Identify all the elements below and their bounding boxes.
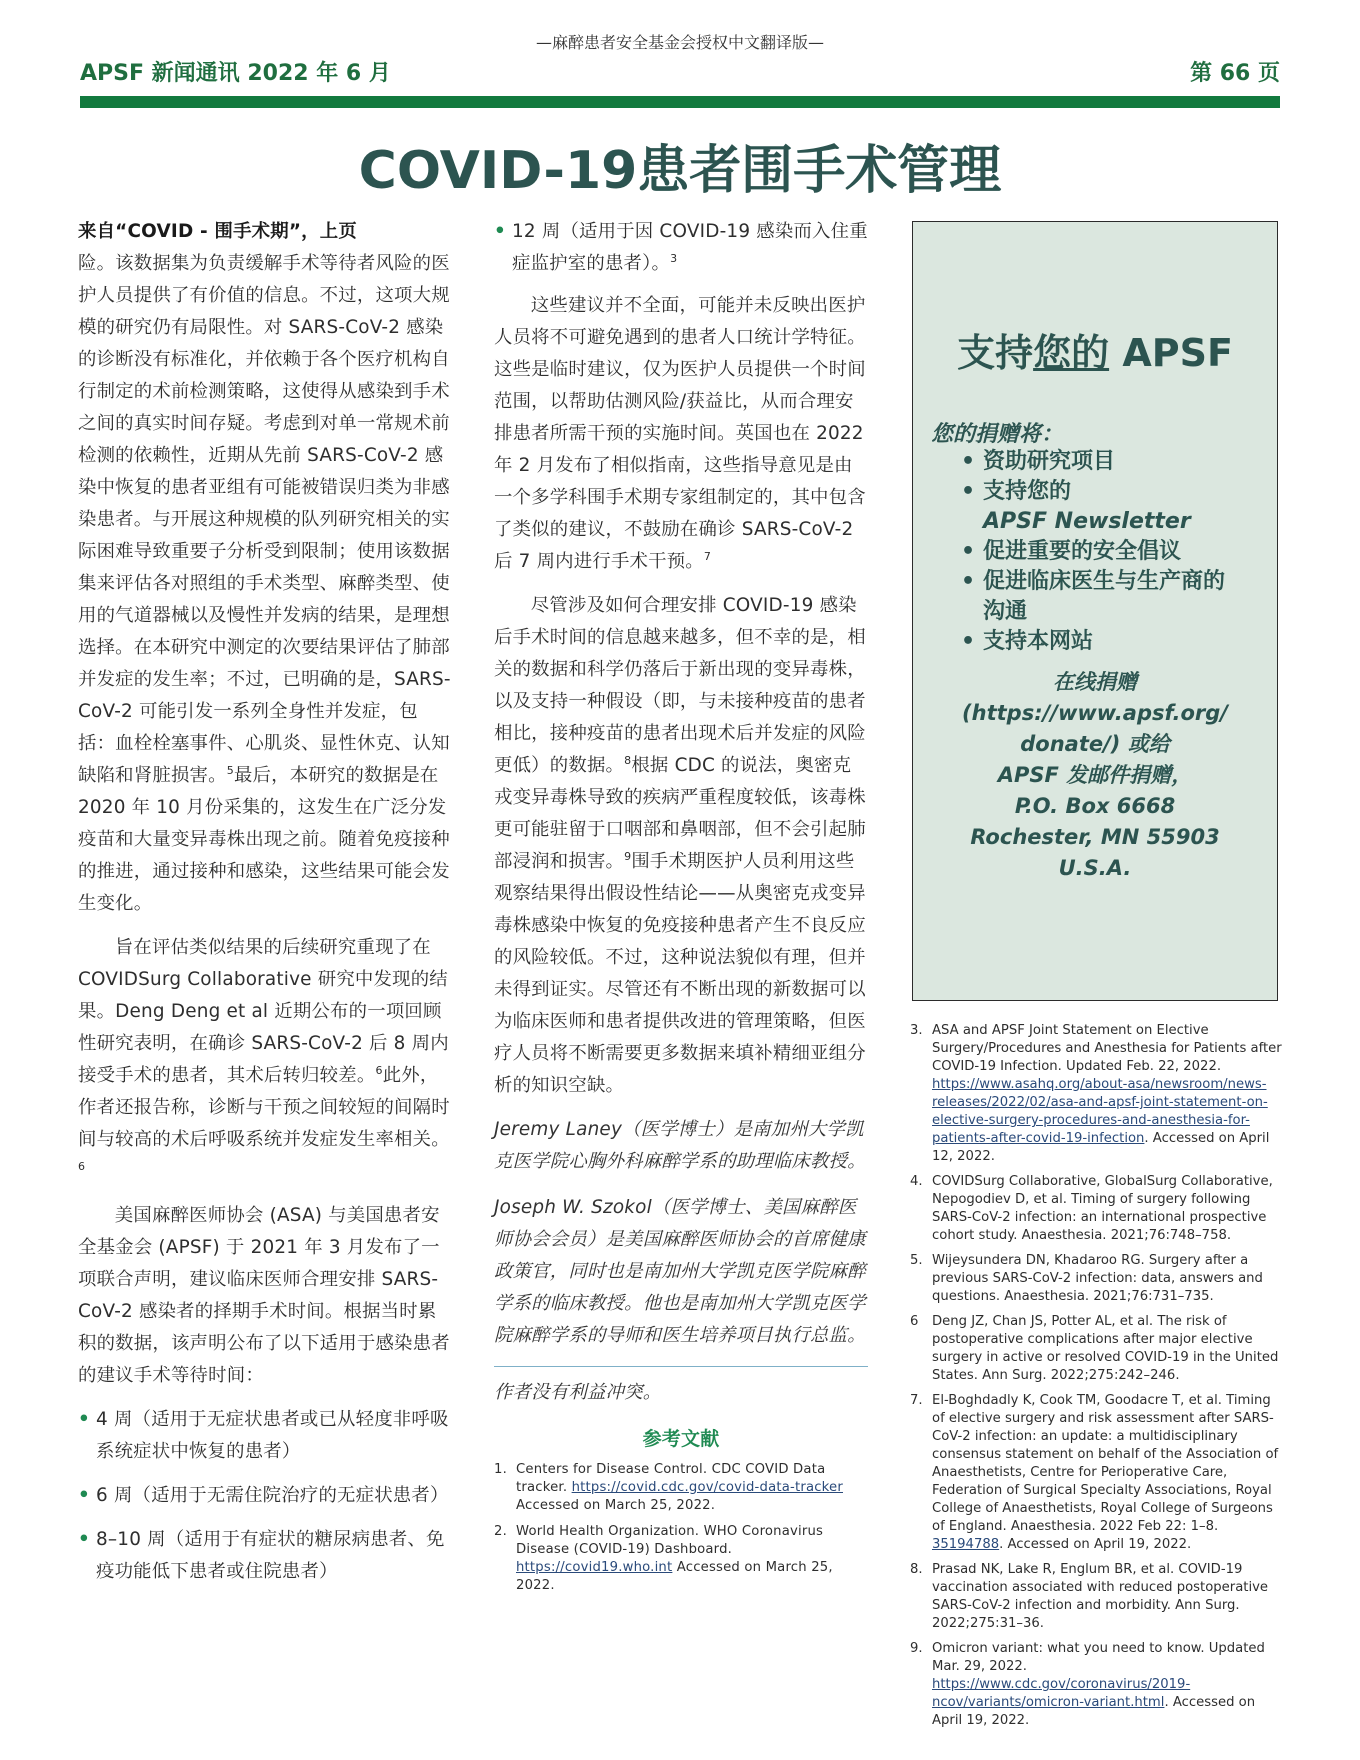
list-item: • 促进临床医生与生产商的 沟通 [961,569,1226,624]
references-heading: 参考文献 [642,1428,720,1450]
reference-item: 4. COVIDSurg Collaborative, GlobalSurg Collaborative, Nepogodiev D, et al. Timing of surgery following SARS-CoV-2 infection: an international prospective cohort study. Anaesthesia. 2021;76:748–758. [910,1174,1273,1243]
donate-subtitle: 您的捐赠将： [931,422,1064,447]
bullet-icon: • [494,221,506,242]
donate-link[interactable]: (https://www.apsf.org/ [962,701,1228,725]
reference-item: 1. Centers for Disease Control. CDC COVID Data tracker. https://covid.cdc.gov/covid-data-tracker Accessed on March 25, 2022. [494,1462,843,1513]
ref-marker: 7 [703,549,712,563]
reference-list [910,1022,1282,1730]
list-item: • 6 周（适用于无需住院治疗的无症状患者） [78,1480,452,1512]
ref-marker: 9 [624,849,632,863]
page-number: 第 66 页 [1190,61,1280,86]
paragraph: 险。该数据集为负责缓解手术等待者风险的医护人员提供了有价值的信息。不过，这项大规模的研究仍有局限性。对 SARS-CoV-2 感染的诊断没有标准化，并依赖于各个医疗机构自行制定的术前检测策略，这使得从感染到手术之间的真实时间存疑。考虑到对单一常规术前检测的依赖性，近期从先前 SARS-CoV-2 感染中恢复的患者亚组有可能被错误归类为非感染患者。与开展这种规模的队列研究相关的实际困难导致重要子分析受到限制；使用该数据集来评估各对照组的手术类型、麻醉类型、使用的气道器械以及慢性并发病的结果，是理想选择。在本研究中测定的次要结果评估了肺部并发症的发生率；不过，已明确的是，SARS-CoV-2 可能引发一系列全身性并发症，包括：血栓栓塞事件、心肌炎、显性休克、认知缺陷和肾脏损害。$^5$最后，本研究的数据是在 2020 年 10 月份采集的，这发生在广泛分发疫苗和大量变异毒株出现之前。随着免疫接种的推进，通过接种和感染，这些结果可能会发生变化。 [78,253,451,914]
reference-item: 2. World Health Organization. WHO Coronavirus Disease (COVID-19) Dashboard. https://covid19.who.int Accessed on March 25, 2022. [494,1524,833,1593]
translation-note: —麻醉患者安全基金会授权中文翻译版— [535,33,824,52]
list-item: • 支持本网站 [961,627,1225,657]
paragraph: 这些建议并不全面，可能并未反映出医护人员将不可避免遇到的患者人口统计学特征。这些是临时建议，仅为医护人员提供一个时间范围，以帮助估测风险/获益比，从而合理安排患者所需干预的实施时间。英国也在 2022 年 2 月发布了相似指南，这些指导意见是由一个多学科围手术期专家组制定的，其中包含了类似的建议，不鼓励在确诊 SARS-CoV-2 后 7 周内进行手术干预。$^7$ [494,295,866,572]
donate-benefits-list [961,447,1225,657]
ref-marker: 3 [670,251,678,265]
paragraph: 尽管涉及如何合理安排 COVID-19 感染后手术时间的信息越来越多，但不幸的是，相关的数据和科学仍落后于新出现的变异毒株，以及支持一种假设（即，与未接种疫苗的患者相比，接种疫苗的患者出现术后并发症的风险更低）的数据。$^8$根据 CDC 的说法，奥密克戎变异毒株导致的疾病严重程度较低，该毒株更可能驻留于口咽部和鼻咽部，但不会引起肺部浸润和损害。$^9$围手术期医护人员利用这些观察结果得出假设性结论——从奥密克戎变异毒株感染中恢复的免疫接种患者产生不良反应的风险较低。不过，这种说法貌似有理，但并未得到证实。尽管还有不断出现的新数据可以为临床医师和患者提供改进的管理策略，但医疗人员将不断需要更多数据来填补精细亚组分析的知识空缺。 [494,595,866,1096]
list-item: • 支持您的 APSF Newsletter [961,479,1191,534]
reference-link[interactable]: 35194788 [932,1537,1000,1552]
author-bio: Jeremy Laney（医学博士）是南加州大学凯克医学院心胸外科麻醉学系的助理临床教授。 [494,1119,866,1172]
continued-label: 来自“COVID - 围手术期”，上页 [78,221,357,242]
reference-item: 3. ASA and APSF Joint Statement on Elective Surgery/Procedures and Anesthesia for Patients after COVID-19 Infection. Updated Feb. 22, 2022. https://www.asahq.org/about-asa/newsroom/news-releases/2022/02/asa-and-apsf-joint-statement-on-elective-surgery-procedures-and-anesthesia-for-patients-after-covid-19-infection. Accessed on April 12, 2022. [910,1023,1282,1164]
bullet-icon: • [961,479,976,504]
bullet-icon: • [961,539,976,564]
bullet-icon: • [961,449,976,474]
newsletter-issue: APSF 新闻通讯 2022 年 6 月 [80,61,391,86]
article-column-1 [78,216,452,1600]
paragraph: 美国麻醉医师协会 (ASA) 与美国患者安全基金会 (APSF) 于 2021 年 3 月发布了一项联合声明，建议临床医师合理安排 SARS-CoV-2 感染者的择期手术时间。根据当时累积的数据，该声明公布了以下适用于感染患者的建议手术等待时间： [78,1205,450,1386]
list-item: • 促进重要的安全倡议 [961,537,1225,567]
reference-item: 5. Wijeysundera DN, Khadaroo RG. Surgery after a previous SARS-CoV-2 infection: data, answers and questions. Anaesthesia. 2021;76:731–735. [910,1253,1263,1304]
list-item: • 8–10 周（适用于有症状的糖尿病患者、免疫功能低下患者或住院患者） [78,1524,452,1588]
reference-item: 6 Deng JZ, Chan JS, Potter AL, et al. The risk of postoperative complications after major elective surgery in active or resolved COVID-19 in the United States. Ann Surg. 2022;275:242–246. [910,1314,1279,1383]
conflict-statement: 作者没有利益冲突。 [494,1382,662,1403]
donate-address: 在线捐赠 (https://www.apsf.org/ donate/) 或给 APSF 发邮件捐赠， P.O. Box 6668 Rochester, MN 55903 U.S.A. [913,667,1277,884]
header-divider [80,96,1280,108]
reference-link[interactable]: https://covid19.who.int [516,1560,673,1575]
reference-link[interactable]: https://www.asahq.org/about-asa/newsroom/news-releases/2022/02/asa-and-apsf-joint-statement-on-elective-surgery-procedures-and-anesthesia-for-patients-after-covid-19-infection [932,1077,1268,1146]
reference-link[interactable]: https://covid.cdc.gov/covid-data-tracker [571,1480,843,1495]
donate-box [912,221,1278,1001]
bullet-icon: • [78,1409,90,1430]
bullet-icon: • [961,569,976,594]
ref-marker: 8 [624,753,632,767]
reference-list-right [910,1022,1282,1737]
divider [494,1366,868,1367]
list-item: • 12 周（适用于因 COVID-19 感染而入住重症监护室的患者）。$^3$ [494,216,868,280]
ref-marker: 6 [375,1063,383,1077]
author-bio: Joseph W. Szokol（医学博士、美国麻醉医师协会会员）是美国麻醉医师协会的首席健康政策官，同时也是南加州大学凯克医学院麻醉学系的临床教授。他也是南加州大学凯克医学院麻醉学系的导师和医生培养项目执行总监。 [494,1197,866,1346]
article-title: COVID-19患者围手术管理 [358,141,1002,201]
ref-marker: 6 [78,1159,86,1173]
bullet-icon: • [961,629,976,654]
paragraph: 旨在评估类似结果的后续研究重现了在 COVIDSurg Collaborative 研究中发现的结果。Deng Deng et al 近期公布的一项回顾性研究表明，在确诊 SARS-CoV-2 后 8 周内接受手术的患者，其术后转归较差。$^6$此外，作者还报告称，诊断与干预之间较短的间隔时间与较高的术后呼吸系统并发症发生率相关。$^6$ [78,937,450,1173]
bullet-icon: • [78,1529,90,1550]
waiting-times-list-cont [494,216,868,280]
waiting-times-list [78,1404,452,1588]
ref-marker: 5 [226,763,234,777]
list-item: • 资助研究项目 [961,447,1225,477]
reference-item: 9. Omicron variant: what you need to know. Updated Mar. 29, 2022. https://www.cdc.gov/coronavirus/2019-ncov/variants/omicron-variant.html. Accessed on April 19, 2022. [910,1641,1265,1728]
article-column-2 [494,216,868,1603]
reference-item: 8. Prasad NK, Lake R, Englum BR, et al. COVID-19 vaccination associated with reduced postoperative SARS-CoV-2 infection and morbidity. Ann Surg. 2022;275:31–36. [910,1562,1269,1631]
reference-item: 7. El-Boghdadly K, Cook TM, Goodacre T, et al. Timing of elective surgery and risk assessment after SARS-CoV-2 infection: an update: a multidisciplinary consensus statement on behalf of the Association of Anaesthetists, Centre for Perioperative Care, Federation of Surgical Specialty Associations, Royal College of Anaesthetists, Royal College of Surgeons of England. Anaesthesia. 2022 Feb 22: 1–8. 35194788. Accessed on April 19, 2022. [910,1393,1279,1552]
reference-list [494,1461,868,1595]
donate-title: 支持您的 APSF [957,331,1233,375]
list-item: • 4 周（适用于无症状患者或已从轻度非呼吸系统症状中恢复的患者） [78,1404,452,1468]
reference-link[interactable]: https://www.cdc.gov/coronavirus/2019-ncov/variants/omicron-variant.html [932,1677,1191,1710]
bullet-icon: • [78,1485,90,1506]
